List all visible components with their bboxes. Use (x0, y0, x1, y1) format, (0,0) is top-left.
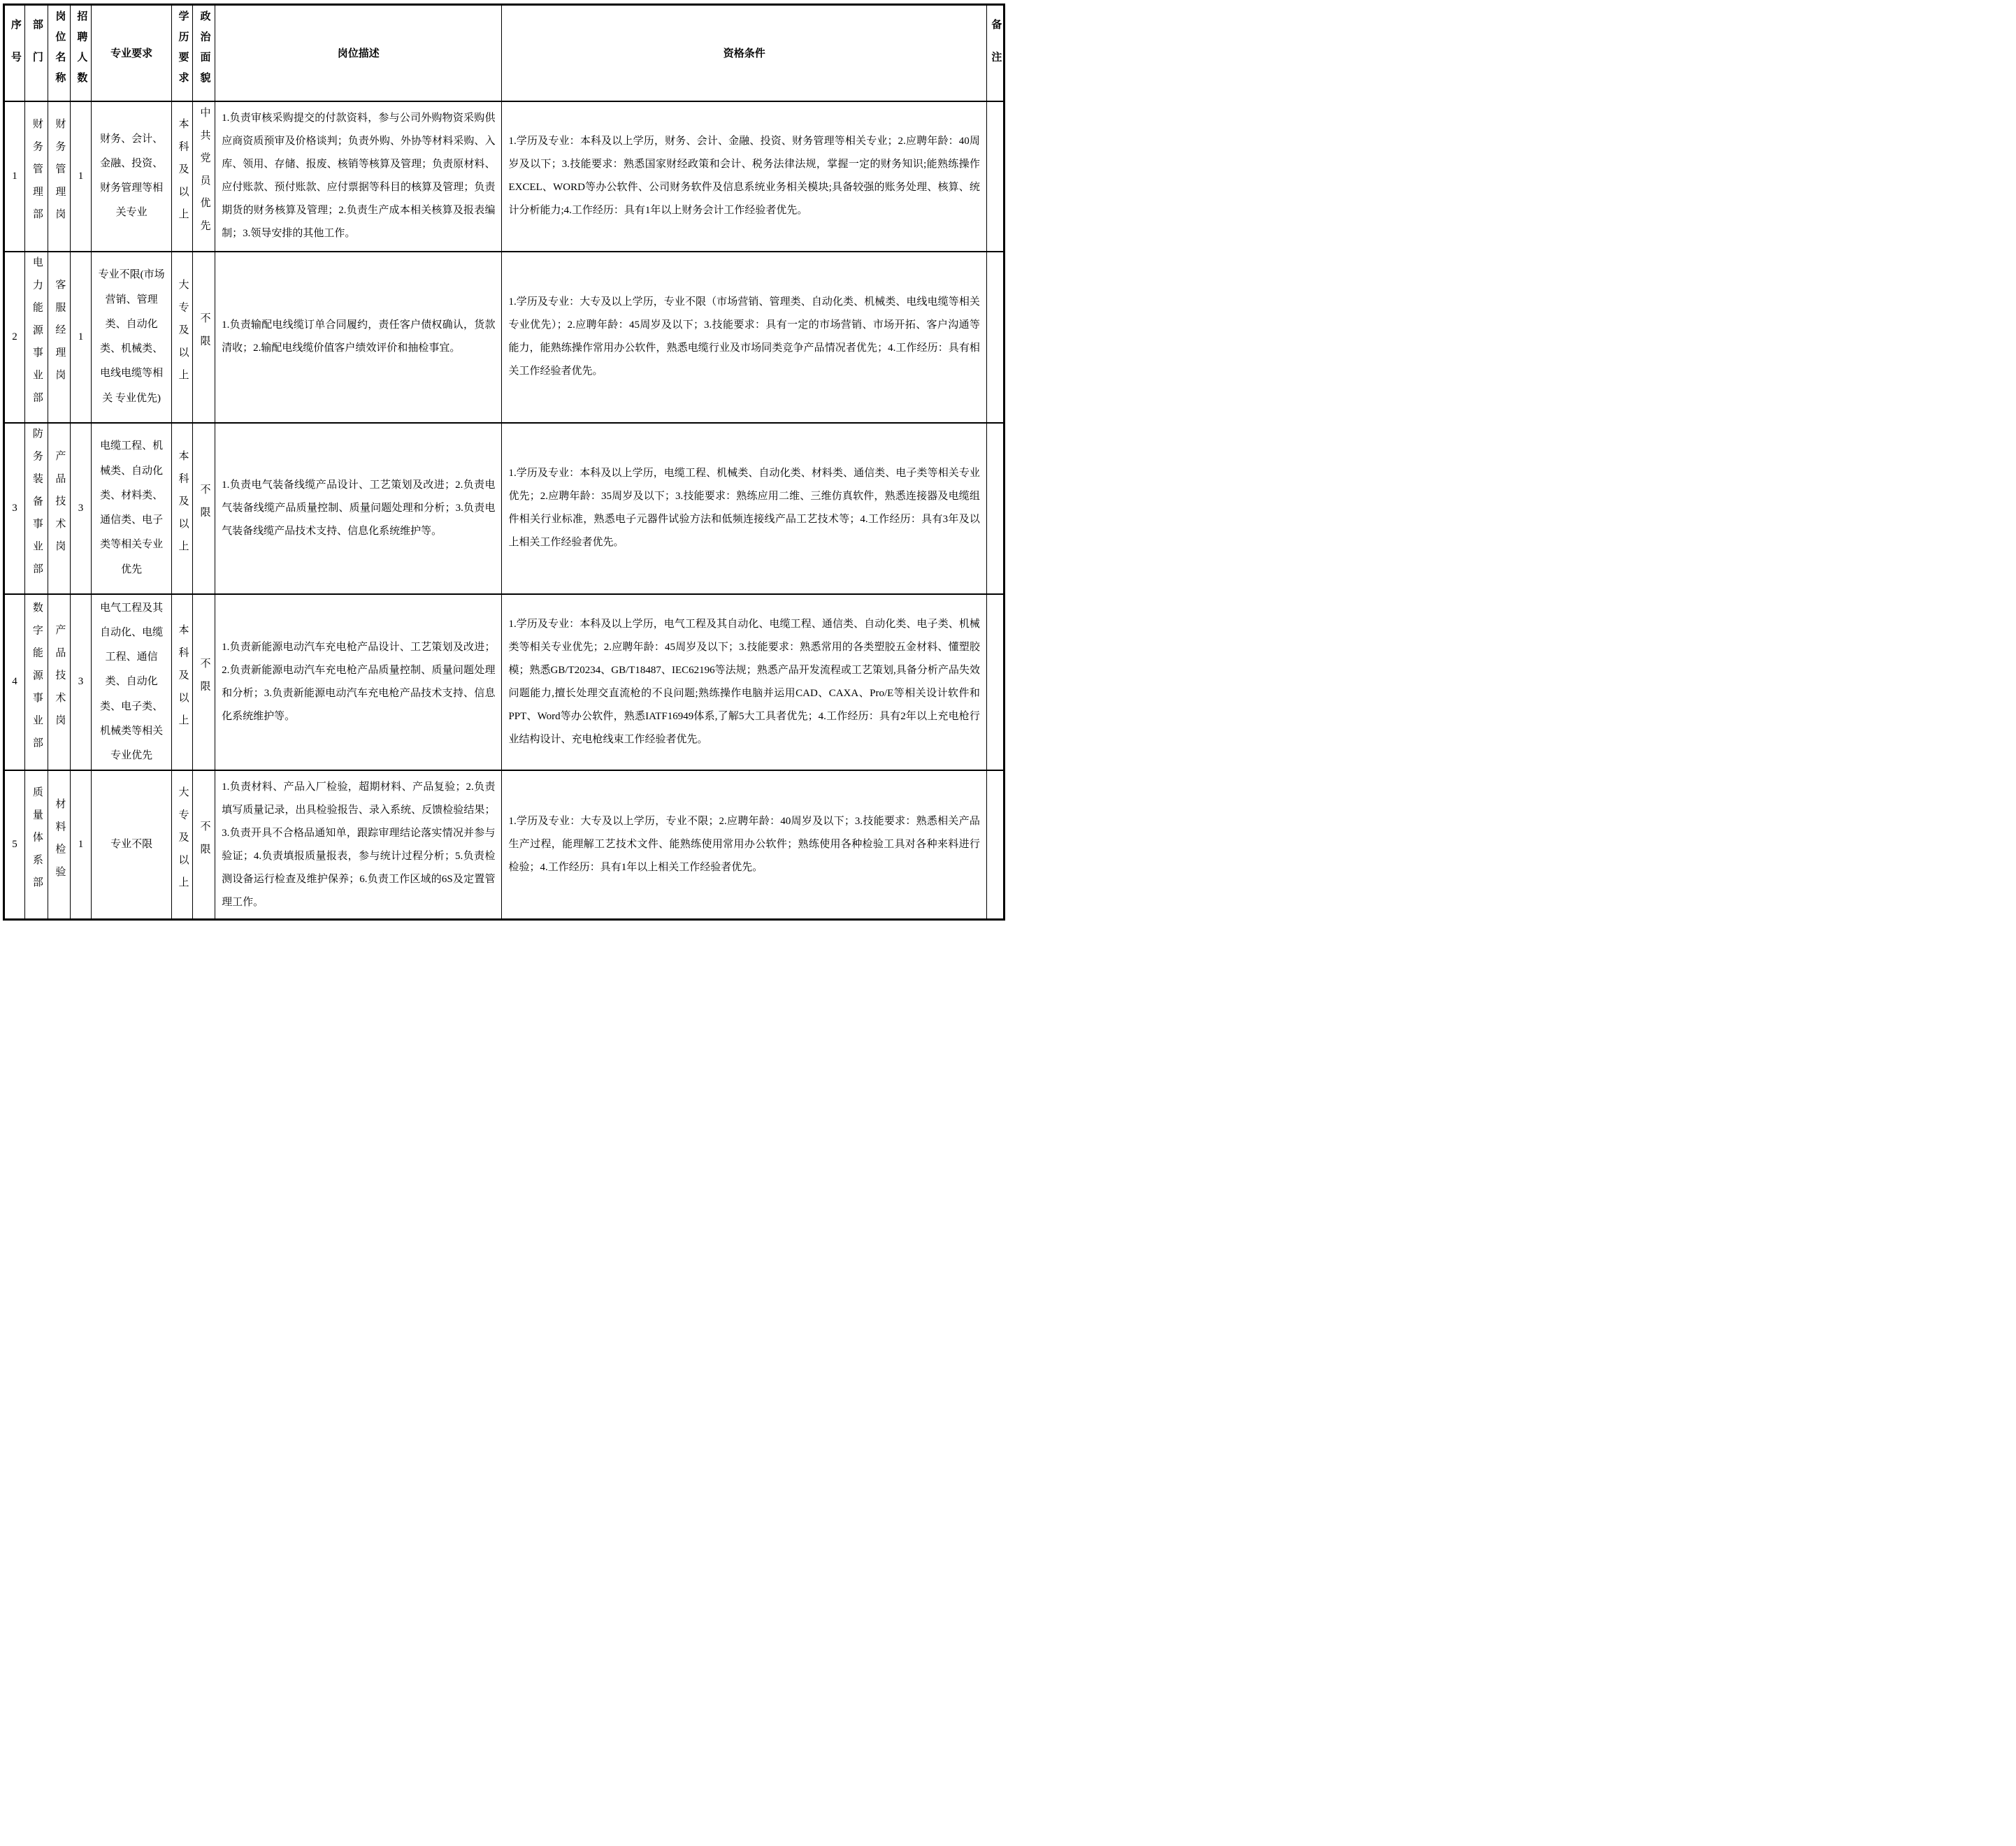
r4-position: 产品技术岗 (48, 594, 71, 771)
r3-education: 本科及以上 (172, 423, 193, 594)
table-row-4 (4, 594, 1005, 771)
r1-political: 中共党员优先 (193, 101, 215, 252)
r5-remark (986, 770, 1004, 919)
r3-remark (986, 423, 1004, 594)
r2-qualification: 1.学历及专业：大专及以上学历，专业不限（市场营销、管理类、自动化类、机械类、电线电缆等相关专业优先）；2.应聘年龄：45周岁及以下；3.技能要求：具有一定的市场营销、市场开拓、客户沟通等能力，能熟练操作常用办公软件，熟悉电缆行业及市场同类竞争产品情况者优先；4.工作经历：具有相关工作经验者优先。 (502, 252, 986, 423)
r5-political: 不限 (193, 770, 215, 919)
document-page (0, 0, 1008, 923)
r5-seq: 5 (4, 770, 25, 919)
r5-qualification: 1.学历及专业：大专及以上学历，专业不限；2.应聘年龄：40周岁及以下；3.技能要求：熟悉相关产品生产过程，能理解工艺技术文件、能熟练使用常用办公软件；熟练使用各种检验工具对各种来料进行检验；4.工作经历：具有1年以上相关工作经验者优先。 (502, 770, 986, 919)
col-header-dept: 部门 (25, 5, 48, 101)
r5-position: 材料检验 (48, 770, 71, 919)
r4-seq: 4 (4, 594, 25, 771)
r1-education: 本科及以上 (172, 101, 193, 252)
r3-position: 产品技术岗 (48, 423, 71, 594)
r3-major: 电缆工程、机械类、自动化类、材料类、通信类、电子类等相关专业优先 (92, 423, 172, 594)
table-row-5 (4, 770, 1005, 919)
r4-qualification: 1.学历及专业：本科及以上学历，电气工程及其自动化、电缆工程、通信类、自动化类、电子类、机械类等相关专业优先；2.应聘年龄：45周岁及以下；3.技能要求：熟悉常用的各类塑胶五金材料、懂塑胶模；熟悉GB/T20234、GB/T18487、IEC62196等法规；熟悉产品开发流程或工艺策划,具备分析产品失效问题能力,擅长处理交直流枪的不良问题;熟练操作电脑并运用CAD、CAXA、Pro/E等相关设计软件和PPT、Word等办公软件，熟悉IATF16949体系,了解5大工具者优先；4.工作经历：具有2年以上充电枪行业结构设计、充电枪线束工作经验者优先。 (502, 594, 986, 771)
col-header-remark: 备注 (986, 5, 1004, 101)
r1-qualification: 1.学历及专业：本科及以上学历，财务、会计、金融、投资、财务管理等相关专业；2.应聘年龄：40周岁及以下；3.技能要求：熟悉国家财经政策和会计、税务法律法规，掌握一定的财务知识;能熟练操作EXCEL、WORD等办公软件、公司财务软件及信息系统业务相关模块;具备较强的账务处理、核算、统计分析能力;4.工作经历：具有1年以上财务会计工作经验者优先。 (502, 101, 986, 252)
col-header-position: 岗位名称 (48, 5, 71, 101)
r5-description: 1.负责材料、产品入厂检验，超期材料、产品复验；2.负责填写质量记录，出具检验报告、录入系统、反馈检验结果；3.负责开具不合格品通知单，跟踪审理结论落实情况并参与验证；4.负责填报质量报表，参与统计过程分析；5.负责检测设备运行检查及维护保养；6.负责工作区域的6S及定置管理工作。 (215, 770, 502, 919)
r3-seq: 3 (4, 423, 25, 594)
col-header-seq: 序号 (4, 5, 25, 101)
table-row-3 (4, 423, 1005, 594)
r3-qualification: 1.学历及专业：本科及以上学历，电缆工程、机械类、自动化类、材料类、通信类、电子类等相关专业优先；2.应聘年龄：35周岁及以下；3.技能要求：熟练应用二维、三维仿真软件，熟悉连接器及电缆组件相关行业标准，熟悉电子元器件试验方法和低频连接线产品工艺技术等；4.工作经历：具有3年及以上相关工作经验者优先。 (502, 423, 986, 594)
r4-dept: 数字能源事业部 (25, 594, 48, 771)
r2-major: 专业不限(市场营销、管理类、自动化类、机械类、电线电缆等相关 专业优先) (92, 252, 172, 423)
col-header-education: 学历要求 (172, 5, 193, 101)
r2-political: 不限 (193, 252, 215, 423)
r4-remark (986, 594, 1004, 771)
r5-major: 专业不限 (92, 770, 172, 919)
col-header-count: 招聘人数 (71, 5, 92, 101)
col-header-political: 政治面貌 (193, 5, 215, 101)
r3-dept: 防务装备事业部 (25, 423, 48, 594)
r4-count: 3 (71, 594, 92, 771)
header-row (4, 5, 1005, 101)
r1-remark (986, 101, 1004, 252)
r2-position: 客服经理岗 (48, 252, 71, 423)
col-header-description: 岗位描述 (215, 5, 502, 101)
r4-political: 不限 (193, 594, 215, 771)
r2-dept: 电力能源事业部 (25, 252, 48, 423)
r4-description: 1.负责新能源电动汽车充电枪产品设计、工艺策划及改进；2.负责新能源电动汽车充电枪产品质量控制、质量问题处理和分析；3.负责新能源电动汽车充电枪产品技术支持、信息化系统维护等。 (215, 594, 502, 771)
r1-seq: 1 (4, 101, 25, 252)
col-header-major: 专业要求 (92, 5, 172, 101)
r2-seq: 2 (4, 252, 25, 423)
r4-major: 电气工程及其自动化、电缆工程、通信类、自动化类、电子类、机械类等相关专业优先 (92, 594, 172, 771)
r1-description: 1.负责审核采购提交的付款资料，参与公司外购物资采购供应商资质预审及价格谈判；负责外购、外协等材料采购、入库、领用、存储、报废、核销等核算及管理；负责原材料、应付账款、预付账款、应付票据等科目的核算及管理；负责期货的财务核算及管理；2.负责生产成本相关核算及报表编制；3.领导安排的其他工作。 (215, 101, 502, 252)
r5-education: 大专及以上 (172, 770, 193, 919)
r2-description: 1.负责输配电线缆订单合同履约，责任客户债权确认，货款清收；2.输配电线缆价值客户绩效评价和抽检事宜。 (215, 252, 502, 423)
col-header-qualification: 资格条件 (502, 5, 986, 101)
r2-remark (986, 252, 1004, 423)
r4-education: 本科及以上 (172, 594, 193, 771)
r1-position: 财务管理岗 (48, 101, 71, 252)
r3-count: 3 (71, 423, 92, 594)
r1-dept: 财务管理部 (25, 101, 48, 252)
r3-political: 不限 (193, 423, 215, 594)
r3-description: 1.负责电气装备线缆产品设计、工艺策划及改进；2.负责电气装备线缆产品质量控制、质量问题处理和分析；3.负责电气装备线缆产品技术支持、信息化系统维护等。 (215, 423, 502, 594)
r2-count: 1 (71, 252, 92, 423)
r5-count: 1 (71, 770, 92, 919)
r1-major: 财务、会计、金融、投资、财务管理等相关专业 (92, 101, 172, 252)
recruitment-table (3, 3, 1005, 921)
r1-count: 1 (71, 101, 92, 252)
table-row-1 (4, 101, 1005, 252)
r5-dept: 质量体系部 (25, 770, 48, 919)
table-row-2 (4, 252, 1005, 423)
r2-education: 大专及以上 (172, 252, 193, 423)
